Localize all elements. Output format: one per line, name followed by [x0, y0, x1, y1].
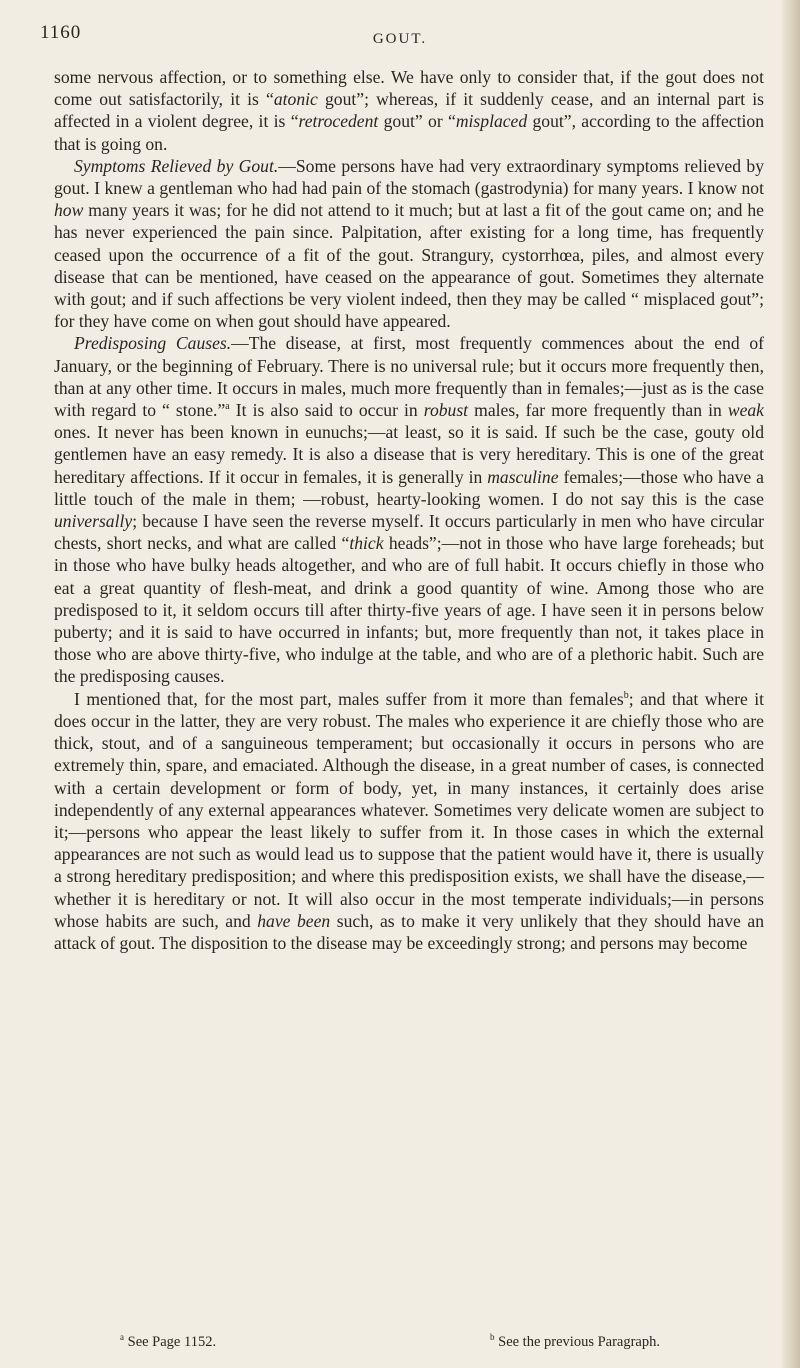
footnote-a: $^a$ See Page 1152.: [120, 1332, 217, 1350]
section-heading-predisposing: Predisposing Causes.: [74, 333, 232, 354]
body-text: [54, 66, 764, 954]
paragraph-predisposing-causes: Predisposing Causes.—The disease, at first, most frequently commences about the end of January, or the beginning of February. There is no universal rule; but it occurs more frequently then, than at any other time. It occurs in males, much more frequently than in females;—just as is the case with regard to “ stone.”$^a$ It is also said to occur in robust males, far more frequently than in weak ones. It never has been known in eunuchs;—at least, so it is said. If such be the case, gouty old gentlemen have an easy remedy. It is also a disease that is very hereditary. This is one of the great hereditary affections. If it occur in females, it is generally in masculine females;—those who have a little touch of the male in them; —robust, hearty-looking women. I do not say this is the case universally; because I have seen the reverse myself. It occurs particularly in men who have circular chests, short necks, and what are called “thick heads”;—not in those who have large foreheads; but in those who have bulky heads altogether, and who are of full habit. It occurs chiefly in those who eat a great quantity of flesh-meat, and drink a good quantity of wine. Among those who are predisposed to it, it seldom occurs till after thirty-five years of age. I have seen it in persons below puberty; and it is said to have occurred in infants; but, more frequently than not, it takes place in those who are above thirty-five, who indulge at the table, and who are of a plethoric habit. Such are the predisposing causes.: [54, 333, 764, 687]
page-number: 1160: [40, 22, 82, 43]
paragraph-males-females: I mentioned that, for the most part, males suffer from it more than females$^b$; and that where it does occur in the latter, they are very robust. The males who experience it are chiefly those who are thick, stout, and of a sanguineous temperament; but occasionally it occurs in persons who are extremely thin, spare, and emaciated. Although the disease, in a great number of cases, is connected with a certain development or form of body, yet, in many instances, it certainly does arise independently of any external appearances whatever. Sometimes very delicate women are subject to it;—persons who appear the least likely to suffer from it. In those cases in which the external appearances are not such as would lead us to suppose that the patient would have it, there is usually a strong hereditary predisposition; and where this predisposition exists, we shall have the disease,—whether it is hereditary or not. It will also occur in the most temperate individuals;—in persons whose habits are such, and have been such, as to make it very unlikely that they should have an attack of gout. The disposition to the disease may be exceedingly strong; and persons may become: [54, 688, 764, 953]
footnote-ref-a: a: [225, 401, 230, 413]
footnote-ref-b: b: [623, 689, 629, 701]
page-header: [40, 22, 760, 62]
paragraph-atonic-gout: some nervous affection, or to something else. We have only to consider that, if the gout does not come out satisfactorily, it is “atonic gout”; whereas, if it suddenly cease, and an internal part is affected in a violent degree, it is “retrocedent gout” or “misplaced gout”, according to the affection that is going on.: [54, 67, 764, 154]
footnote-b: $^b$ See the previous Paragraph.: [490, 1332, 660, 1350]
running-head: GOUT.: [372, 31, 428, 47]
footnotes: [120, 1332, 720, 1356]
paragraph-symptoms-relieved: Symptoms Relieved by Gout.—Some persons have had very extraordinary symptoms relieved by gout. I knew a gentleman who had had pain of the stomach (gastrodynia) for many years. I know not how many years it was; for he did not attend to it much; but at last a fit of the gout came on; and he has never experienced the pain since. Palpitation, after existing for a long time, has frequently ceased upon the occurrence of a fit of the gout. Strangury, cystorrhœa, piles, and almost every disease that can be mentioned, have ceased on the appearance of gout. Sometimes they alternate with gout; and if such affections be very violent indeed, then they may be called “ misplaced gout”; for they have come on when gout should have appeared.: [54, 155, 765, 332]
section-heading-symptoms: Symptoms Relieved by Gout.: [74, 155, 279, 176]
page-gutter-edge: [782, 0, 800, 1368]
